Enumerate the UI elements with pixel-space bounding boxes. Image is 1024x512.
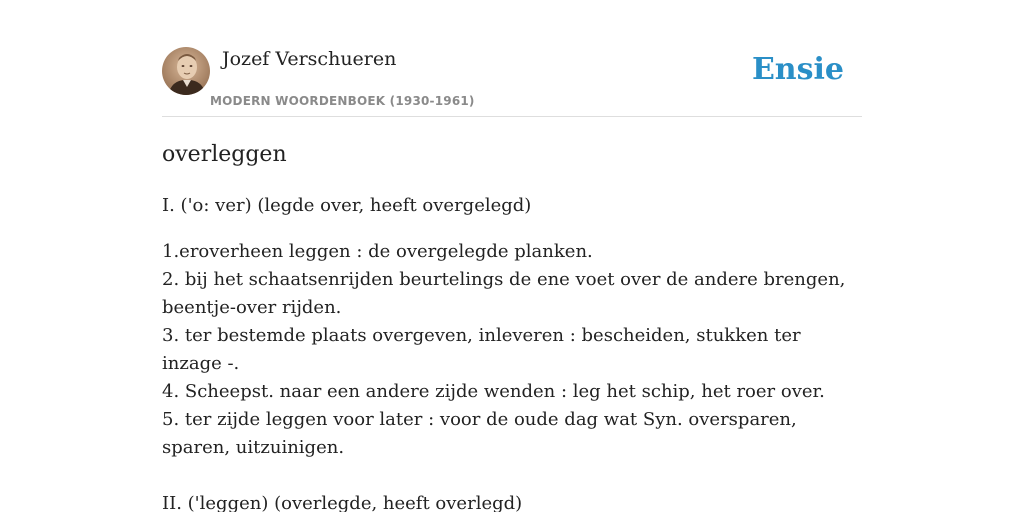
definition-line-4: 4. Scheepst. naar een andere zijde wenden : leg het schip, het roer over. bbox=[162, 381, 825, 402]
sense-1-heading: I. ('o: ver) (legde over, heeft overgelegd) bbox=[162, 195, 532, 216]
header bbox=[162, 44, 862, 117]
author-portrait-icon bbox=[162, 47, 210, 95]
definition-line-5: 5. ter zijde leggen voor later : voor de oude dag wat Syn. oversparen, sparen, uitzuinigen. bbox=[162, 409, 797, 458]
author-name[interactable]: Jozef Verschueren bbox=[222, 48, 397, 70]
brand-logo[interactable]: Ensie bbox=[751, 52, 844, 87]
source-dictionary[interactable]: MODERN WOORDENBOEK (1930-1961) bbox=[210, 94, 475, 108]
entry-term: overleggen bbox=[162, 142, 287, 167]
definition-line-1: 1.eroverheen leggen : de overgelegde planken. bbox=[162, 241, 593, 262]
sense-2-heading: II. ('leggen) (overlegde, heeft overlegd) bbox=[162, 493, 523, 512]
paragraph-spacer bbox=[162, 462, 862, 490]
entry-definition bbox=[162, 192, 862, 512]
definition-line-2: 2. bij het schaatsenrijden beurtelings de ene voet over de andere brengen, beentje-over rijden. bbox=[162, 269, 846, 318]
author-avatar[interactable] bbox=[162, 47, 210, 95]
definition-line-3: 3. ter bestemde plaats overgeven, inleveren : bescheiden, stukken ter inzage -. bbox=[162, 325, 801, 374]
